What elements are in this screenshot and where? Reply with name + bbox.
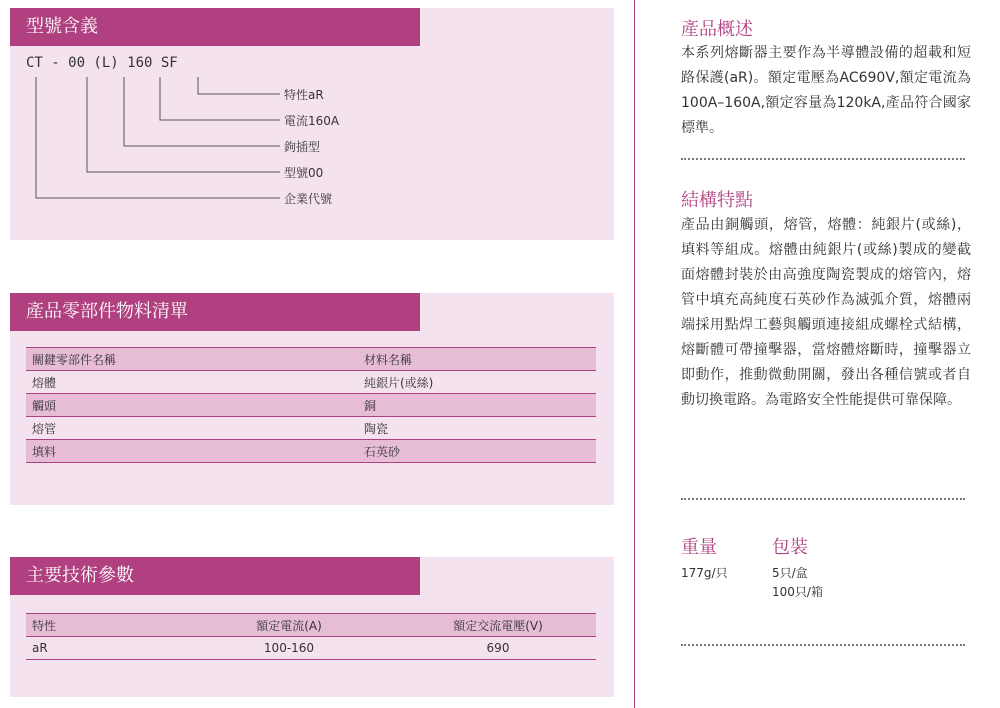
column-divider [634, 0, 635, 708]
weight-value: 177g/只 [681, 566, 728, 580]
parts-cell: 熔體 [26, 371, 358, 394]
dotted-divider [681, 498, 965, 500]
structure-title: 結構特點 [681, 190, 753, 211]
overview-text: 本系列熔斷器主要作為半導體設備的超載和短路保護(aR)。額定電壓為AC690V,額定電流為100A–160A,額定容量為120kA,產品符合國家標準。 [681, 45, 971, 136]
parts-cell: 熔管 [26, 417, 358, 440]
tech-cell: aR [26, 637, 178, 660]
table-row [26, 371, 596, 394]
tech-header-characteristic: 特性 [26, 614, 178, 637]
legend-model: 型號00 [284, 166, 324, 180]
legend-characteristic: 特性aR [284, 88, 324, 102]
parts-header-material: 材料名稱 [358, 348, 596, 371]
parts-section-title: 產品零部件物料清單 [10, 293, 420, 331]
packing-title: 包裝 [772, 537, 808, 558]
model-code: CT - 00 (L) 160 SF [26, 55, 178, 71]
model-section-title: 型號含義 [10, 8, 420, 46]
legend-current: 電流160A [284, 114, 340, 128]
table-row [26, 440, 596, 463]
parts-table [26, 347, 596, 463]
parts-cell: 純銀片(或絲) [358, 371, 596, 394]
parts-cell: 觸頭 [26, 394, 358, 417]
tech-header-current: 額定電流(A) [178, 614, 400, 637]
table-row [26, 614, 596, 637]
parts-cell: 銅 [358, 394, 596, 417]
parts-cell: 石英砂 [358, 440, 596, 463]
dotted-divider [681, 158, 965, 160]
tech-cell: 690 [400, 637, 596, 660]
parts-cell: 填料 [26, 440, 358, 463]
tech-section-title: 主要技術參數 [10, 557, 420, 595]
parts-cell: 陶瓷 [358, 417, 596, 440]
packing-value-box: 5只/盒 [772, 566, 808, 580]
structure-text: 產品由銅觸頭，熔管，熔體：純銀片(或絲)，填料等組成。熔體由純銀片(或絲)製成的變截面熔體封裝於由高強度陶瓷製成的熔管內，熔管中填充高純度石英砂作為滅弧介質，熔體兩端採用點焊工藝與觸頭連接組成螺栓式結構，熔斷體可帶撞擊器，當熔體熔斷時，撞擊器立即動作，推動微動開關，發出各種信號或者自動切換電路。為電路安全性能提供可靠保障。 [681, 217, 971, 408]
table-row [26, 348, 596, 371]
table-row [26, 394, 596, 417]
table-row [26, 637, 596, 660]
packing-value-case: 100只/箱 [772, 585, 823, 599]
tech-table [26, 613, 596, 660]
parts-header-component: 關鍵零部件名稱 [26, 348, 358, 371]
weight-title: 重量 [681, 537, 717, 558]
tech-header-voltage: 額定交流電壓(V) [400, 614, 596, 637]
table-row [26, 417, 596, 440]
overview-title: 產品概述 [681, 19, 753, 40]
tech-cell: 100-160 [178, 637, 400, 660]
legend-company-code: 企業代號 [284, 192, 333, 206]
dotted-divider [681, 644, 965, 646]
legend-hook-type: 鉤插型 [284, 140, 321, 154]
